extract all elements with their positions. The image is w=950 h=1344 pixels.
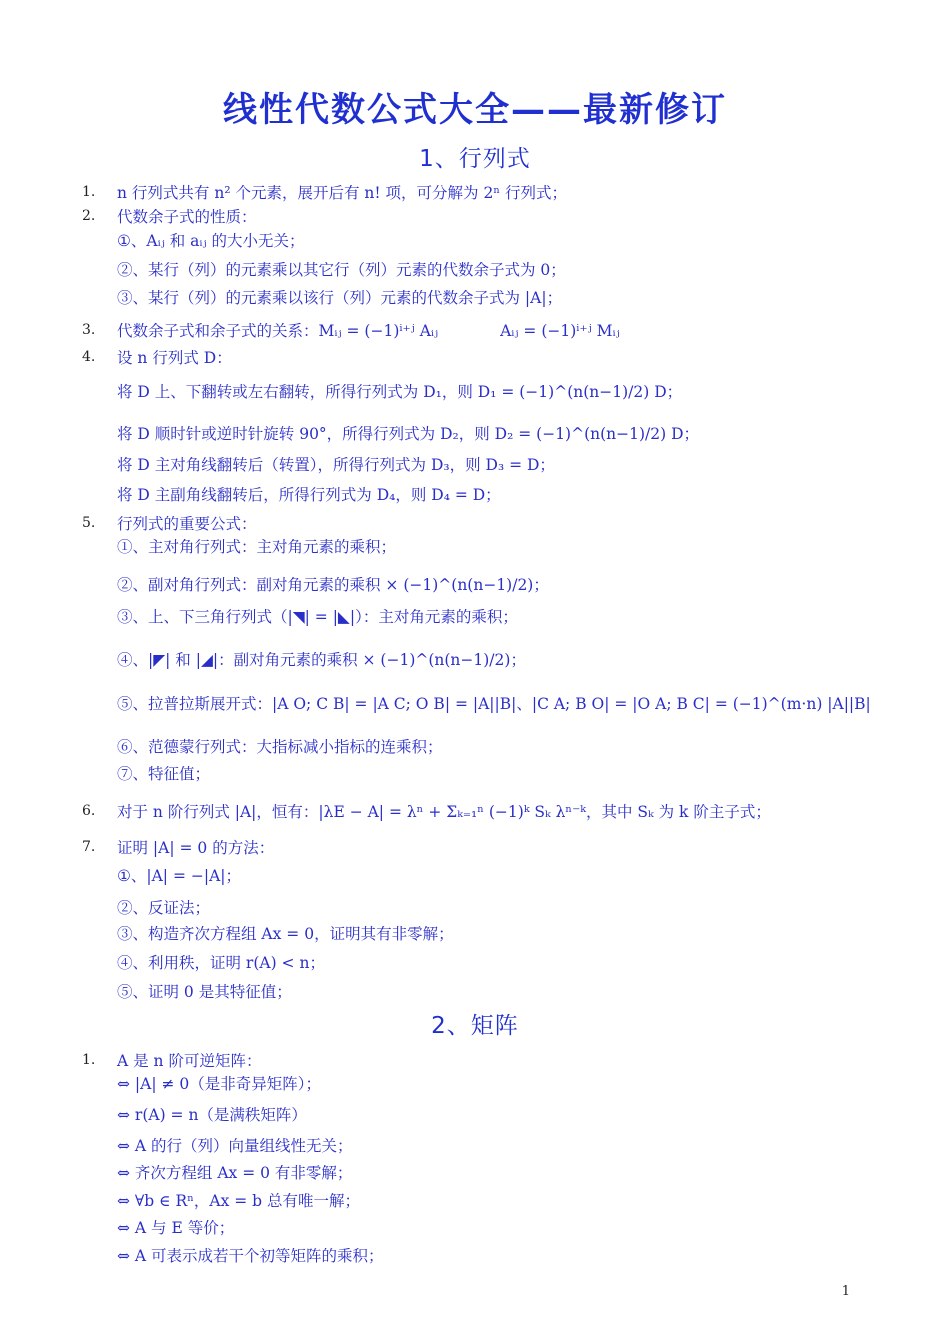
list-item: ⇔ 齐次方程组 Ax = 0 有非零解； xyxy=(117,1164,353,1182)
list-item: ①、主对角行列式：主对角元素的乘积； xyxy=(117,538,397,556)
item-number: 4. xyxy=(82,349,96,365)
list-item: 将 D 主对角线翻转后（转置），所得行列式为 D₃，则 D₃ = D； xyxy=(117,456,555,474)
list-item: ①、|A| = −|A|； xyxy=(117,867,242,885)
list-item: 对于 n 阶行列式 |A|，恒有：|λE − A| = λⁿ + Σₖ₌₁ⁿ (−1)ᵏ Sₖ λⁿ⁻ᵏ，其中 Sₖ 为 k 阶主子式； xyxy=(117,803,771,821)
list-item: n 行列式共有 n² 个元素，展开后有 n! 项，可分解为 2ⁿ 行列式； xyxy=(117,184,567,202)
list-item: ⑥、范德蒙行列式：大指标减小指标的连乘积； xyxy=(117,738,443,756)
list-item: A 是 n 阶可逆矩阵： xyxy=(117,1052,262,1070)
list-item: ③、上、下三角行列式（|◥| = |◣|）：主对角元素的乘积； xyxy=(117,608,518,626)
page-title: 线性代数公式大全——最新修订 xyxy=(223,90,727,130)
list-item: ⇔ A 的行（列）向量组线性无关； xyxy=(117,1137,353,1155)
list-item: 将 D 上、下翻转或左右翻转，所得行列式为 D₁，则 D₁ = (−1)^(n(n−1)/2) D； xyxy=(117,383,683,401)
page-number: 1 xyxy=(841,1284,850,1299)
list-item: ⑦、特征值； xyxy=(117,765,211,783)
list-item: 将 D 主副角线翻转后，所得行列式为 D₄，则 D₄ = D； xyxy=(117,486,501,504)
list-item: 将 D 顺时针或逆时针旋转 90°，所得行列式为 D₂，则 D₂ = (−1)^(n(n−1)/2) D； xyxy=(117,425,700,443)
list-item: 设 n 行列式 D： xyxy=(117,349,232,367)
item-number: 2. xyxy=(82,208,96,224)
item-number: 6. xyxy=(82,803,96,819)
list-item: ②、反证法； xyxy=(117,899,211,917)
list-item: ⑤、拉普拉斯展开式：|A O; C B| = |A C; O B| = |A||B|、|C A; B O| = |O A; B C| = (−1)^(m·n) |A||B| xyxy=(117,695,871,713)
list-item: ③、某行（列）的元素乘以该行（列）元素的代数余子式为 |A|； xyxy=(117,289,563,307)
list-item: ⇔ A 可表示成若干个初等矩阵的乘积； xyxy=(117,1247,384,1265)
list-item: ⇔ A 与 E 等价； xyxy=(117,1219,235,1237)
list-item: ②、副对角行列式：副对角元素的乘积 × (−1)^(n(n−1)/2)； xyxy=(117,576,549,594)
list-item: ⇔ r(A) = n（是满秩矩阵） xyxy=(117,1106,307,1124)
item-number: 1. xyxy=(82,1052,96,1068)
list-item: ④、利用秩，证明 r(A) < n； xyxy=(117,954,325,972)
list-item: 行列式的重要公式： xyxy=(117,515,257,533)
list-item: ①、Aᵢⱼ 和 aᵢⱼ 的大小无关； xyxy=(117,232,305,250)
item-number: 7. xyxy=(82,839,96,855)
list-item: ⑤、证明 0 是其特征值； xyxy=(117,983,292,1001)
list-item: 代数余子式和余子式的关系：Mᵢⱼ = (−1)ⁱ⁺ʲ Aᵢⱼ Aᵢⱼ = (−1)ⁱ⁺ʲ Mᵢⱼ xyxy=(117,322,620,340)
list-item: ③、构造齐次方程组 Ax = 0，证明其有非零解； xyxy=(117,925,454,943)
item-number: 1. xyxy=(82,184,96,200)
list-item: ⇔ |A| ≠ 0（是非奇异矩阵）； xyxy=(117,1075,322,1093)
list-item: ④、|◤| 和 |◢|：副对角元素的乘积 × (−1)^(n(n−1)/2)； xyxy=(117,651,526,669)
item-number: 5. xyxy=(82,515,96,531)
section-heading-matrix: 2、矩阵 xyxy=(431,1013,519,1039)
list-item: 证明 |A| = 0 的方法： xyxy=(117,839,275,857)
item-number: 3. xyxy=(82,322,96,338)
section-heading-determinant: 1、行列式 xyxy=(419,146,531,172)
list-item: ②、某行（列）的元素乘以其它行（列）元素的代数余子式为 0； xyxy=(117,261,566,279)
list-item: ⇔ ∀b ∈ Rⁿ，Ax = b 总有唯一解； xyxy=(117,1192,361,1210)
list-item: 代数余子式的性质： xyxy=(117,208,257,226)
